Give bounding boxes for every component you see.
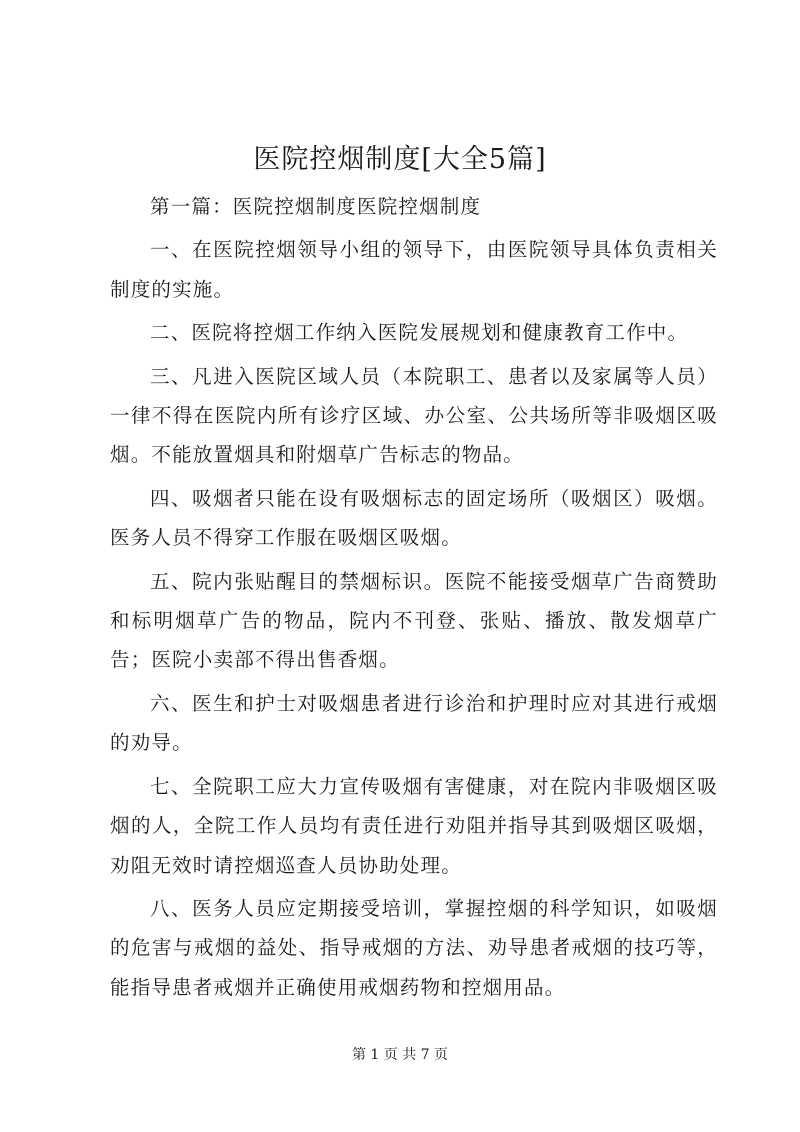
paragraph: 第一篇：医院控烟制度医院控烟制度 bbox=[150, 195, 482, 218]
paragraph: 四、吸烟者只能在设有吸烟标志的固定场所（吸烟区）吸烟。医务人员不得穿工作服在吸烟区吸烟。 bbox=[110, 486, 718, 550]
paragraph: 一、在医院控烟领导小组的领导下，由医院领导具体负责相关制度的实施。 bbox=[110, 238, 718, 301]
paragraph: 三、凡进入医院区域人员（本院职工、患者以及家属等人员）一律不得在医院内所有诊疗区域、办公室、公共场所等非吸烟区吸烟。不能放置烟具和附烟草广告标志的物品。 bbox=[110, 364, 718, 467]
paragraph: 六、医生和护士对吸烟患者进行诊治和护理时应对其进行戒烟的劝导。 bbox=[110, 691, 718, 755]
paragraph: 八、医务人员应定期接受培训，掌握控烟的科学知识，如吸烟的危害与戒烟的益处、指导戒烟的方法、劝导患者戒烟的技巧等，能指导患者戒烟并正确使用戒烟药物和控烟用品。 bbox=[110, 896, 718, 999]
paragraph: 二、医院将控烟工作纳入医院发展规划和健康教育工作中。 bbox=[150, 321, 689, 345]
paragraph: 七、全院职工应大力宣传吸烟有害健康，对在院内非吸烟区吸烟的人，全院工作人员均有责任进行劝阻并指导其到吸烟区吸烟，劝阻无效时请控烟巡查人员协助处理。 bbox=[110, 774, 718, 877]
page-footer: 第 1 页 共 7 页 bbox=[351, 1047, 449, 1063]
document-body bbox=[110, 187, 718, 1011]
document-title: 医院控烟制度[大全5篇] bbox=[253, 144, 547, 175]
paragraph: 五、院内张贴醒目的禁烟标识。医院不能接受烟草广告商赞助和标明烟草广告的物品，院内不刊登、张贴、播放、散发烟草广告；医院小卖部不得出售香烟。 bbox=[110, 569, 718, 672]
